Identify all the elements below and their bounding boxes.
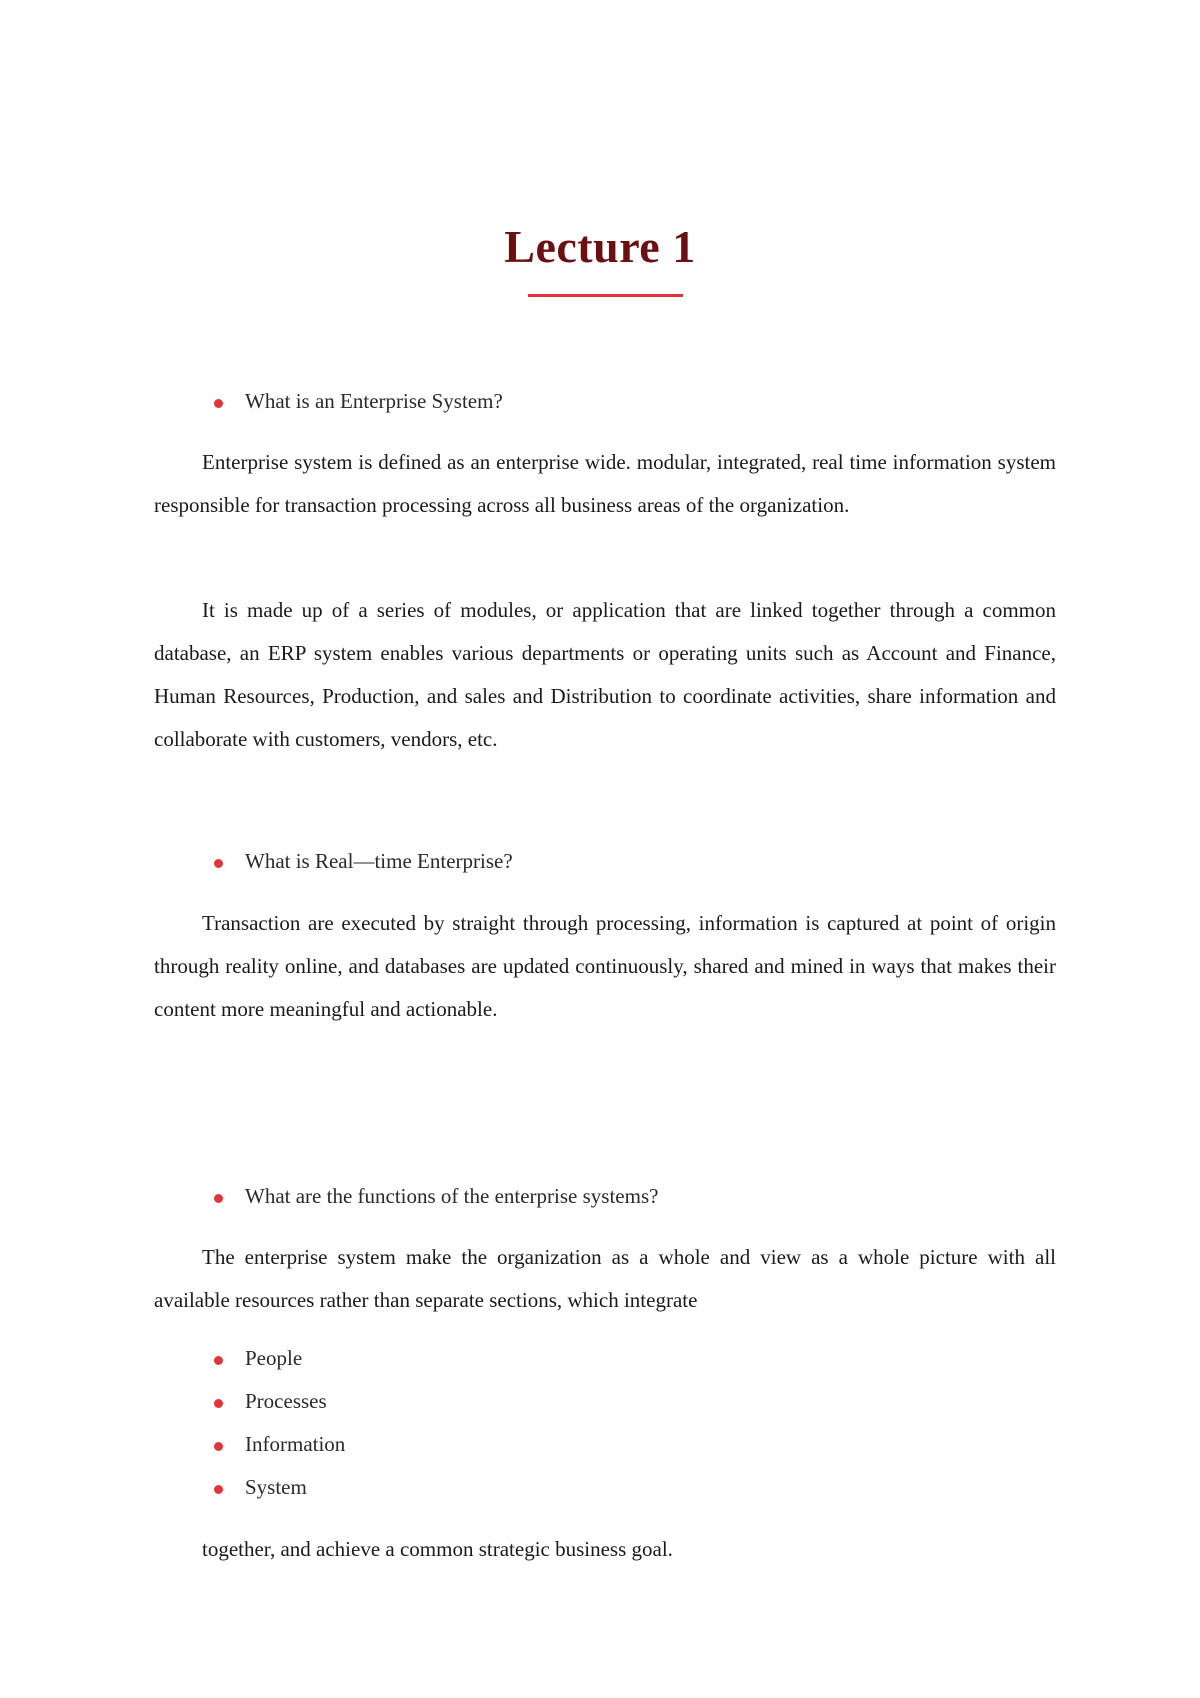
bullet-icon [214, 1442, 223, 1451]
bullet-icon [214, 1485, 223, 1494]
paragraph: It is made up of a series of modules, or application that are linked together through a common database, an ERP system enables various departments or operating units such as Account and Finance, Human Resources, Production, and sales and Distribution to coordinate activities, share information and collaborate with customers, vendors, etc. [154, 598, 1056, 751]
closing-text: together, and achieve a common strategic business goal. [202, 1537, 673, 1561]
paragraph: The enterprise system make the organization as a whole and view as a whole picture with all available resources rather than separate sections, which integrate [154, 1245, 1056, 1312]
title-underline [528, 294, 683, 297]
paragraph: Transaction are executed by straight through processing, information is captured at point of origin through reality online, and databases are updated continuously, shared and mined in ways that makes their content more meaningful and actionable. [154, 911, 1056, 1021]
question-text: What is an Enterprise System? [245, 389, 503, 413]
list-item-text: Information [245, 1432, 346, 1456]
question-text: What are the functions of the enterprise systems? [245, 1184, 659, 1208]
bullet-icon [214, 859, 223, 868]
list-item-text: System [245, 1475, 307, 1499]
paragraph: Enterprise system is defined as an enterprise wide. modular, integrated, real time information system responsible for transaction processing across all business areas of the organization. [154, 450, 1056, 517]
bullet-icon [214, 1399, 223, 1408]
bullet-icon [214, 1194, 223, 1203]
page-title: Lecture 1 [504, 221, 696, 272]
bullet-icon [214, 399, 223, 408]
bullet-icon [214, 1356, 223, 1365]
list-item-text: Processes [245, 1389, 327, 1413]
question-text: What is Real—time Enterprise? [245, 849, 513, 873]
list-item-text: People [245, 1346, 303, 1370]
